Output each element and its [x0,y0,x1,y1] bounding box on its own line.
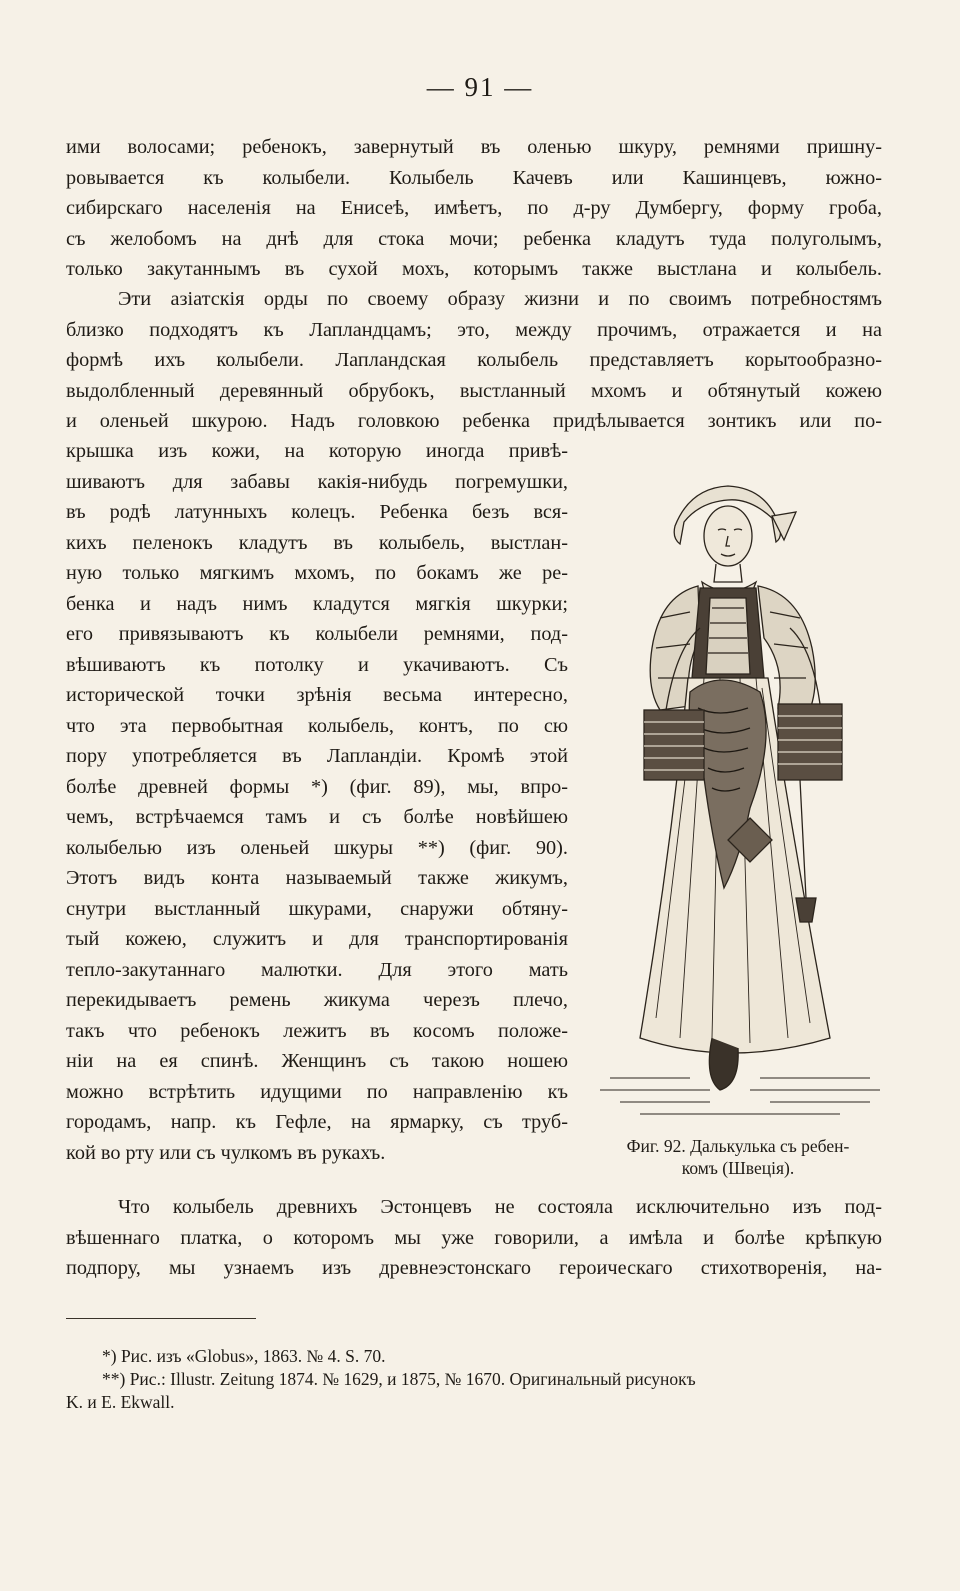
woman-with-child-illustration [600,478,890,1118]
page-number: — 91 — [426,72,534,102]
text-line: вѣшеннаго платка, о которомъ мы уже говорили, а имѣла и болѣе крѣпкую [66,1226,882,1249]
footnote-2: **) Рис.: Illustr. Zeitung 1874. № 1629, и 1875, № 1670. Оригинальный рисунокъ [102,1369,696,1389]
text-line: сибирскаго населенія на Енисеѣ, имѣетъ, по д-ру Думбергу, форму гроба, [66,197,882,219]
paragraph-3 [66,1192,882,1284]
text-line: только закутаннымъ въ сухой мохъ, которымъ также выстлана и колыбель. [66,258,882,280]
figure-engraving [600,478,890,1118]
footnote-2-continuation: K. и E. Ekwall. [66,1392,175,1412]
text-line: исторической точки зрѣнія весьма интересно, [66,684,568,706]
text-line: колыбелью изъ оленьей шкуры **) (фиг. 90). [66,836,568,859]
paragraph-2-narrow [66,436,568,1168]
footnote-1: *) Рис. изъ «Globus», 1863. № 4. S. 70. [102,1346,386,1366]
text-line: ніи на ея спинѣ. Женщинъ съ такою ношею [66,1050,568,1072]
text-line: съ желобомъ на днѣ для стока мочи; ребенка кладутъ туда полуголымъ, [66,227,882,250]
text-line: въ родѣ латунныхъ колецъ. Ребенка безъ вся- [66,501,568,523]
text-line: ровывается къ колыбели. Колыбель Качевъ или Кашинцевъ, южно- [66,166,882,189]
text-line: ими волосами; ребенокъ, завернутый въ оленью шкуру, ремнями пришну- [66,136,882,158]
footnotes [66,1345,886,1414]
text-line: снутри выстланный шкурами, снаружи обтяну- [66,897,568,920]
text-line: формѣ ихъ колыбели. Лапландская колыбель представляетъ корытообразно- [66,349,882,371]
text-line: бенка и надъ нимъ кладутся мягкія шкурки; [66,592,568,615]
text-line: Эти азіатскія орды по своему образу жизни и по своимъ потребностямъ [118,288,882,310]
text-line: болѣе древней формы *) (фиг. 89), мы, впро- [66,775,568,798]
text-line: ную только мягкимъ мхомъ, по бокамъ же ре- [66,562,568,584]
text-line: и оленьей шкурою. Надъ головкою ребенка придѣлывается зонтикъ или по- [66,410,882,432]
text-line: тый кожею, служитъ и для транспортированія [66,928,568,950]
footnote-divider [66,1318,256,1319]
text-line: его привязываютъ къ колыбели ремнями, под- [66,623,568,645]
paragraph-2 [66,284,882,437]
text-line: можно встрѣтить идущими по направленію къ [66,1080,568,1103]
text-line: городамъ, напр. къ Гефле, на ярмарку, съ труб- [66,1111,568,1133]
text-line: близко подходятъ къ Лапландцамъ; это, между прочимъ, отражается и на [66,318,882,341]
text-line: тепло-закутаннаго малютки. Для этого мать [66,958,568,981]
text-line: что эта первобытная колыбель, контъ, по сю [66,714,568,737]
text-line: пору употребляется въ Лапландіи. Кромѣ этой [66,745,568,767]
text-line: кой во рту или съ чулкомъ въ рукахъ. [66,1141,386,1164]
paragraph-1 [66,132,882,285]
text-line: такъ что ребенокъ лежитъ въ косомъ положе- [66,1019,568,1042]
text-line: шиваютъ для забавы какія-нибудь погремушки, [66,470,568,493]
text-line: подпору, мы узнаемъ изъ древнеэстонскаго героическаго стихотворенія, на- [66,1257,882,1279]
caption-line: Фиг. 92. Далькулька съ ребен- [626,1136,850,1156]
text-line: вѣшиваютъ къ потолку и укачиваютъ. Съ [66,653,568,676]
figure-caption [582,1135,894,1179]
text-line: кихъ пеленокъ кладутъ въ колыбель, выстлан- [66,531,568,554]
text-line: перекидываетъ ремень жикума черезъ плечо, [66,989,568,1011]
text-line: крышка изъ кожи, на которую иногда привѣ- [66,440,568,462]
caption-line: комъ (Швеція). [681,1158,795,1178]
text-line: выдолбленный деревянный обрубокъ, выстланный мхомъ и обтянутый кожею [66,379,882,402]
text-line: Что колыбель древнихъ Эстонцевъ не состояла исключительно изъ под- [118,1196,882,1218]
text-line: Этотъ видъ конта называемый также жикумъ, [66,867,568,889]
text-line: чемъ, встрѣчаемся тамъ и съ болѣе новѣйшею [66,806,568,828]
